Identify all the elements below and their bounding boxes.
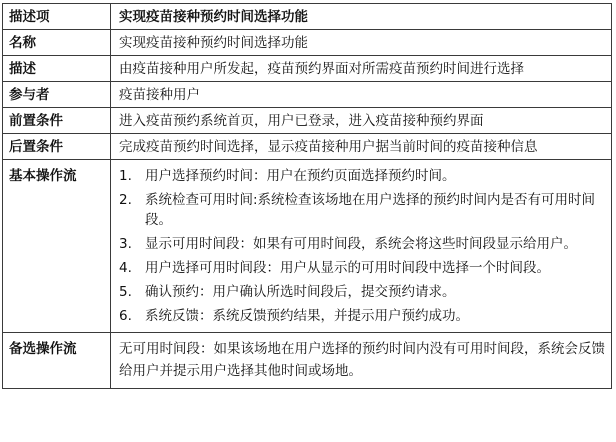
step-text: 用户选择可用时间段：用户从显示的可用时间段中选择一个时间段。 — [145, 260, 550, 276]
table-row-postcondition — [3, 134, 612, 160]
step-text: 系统检查可用时间:系统检查该场地在用户选择的预约时间内是否有可用时间段。 — [145, 192, 596, 228]
flow-step — [119, 258, 605, 278]
table-row-description — [3, 56, 612, 82]
flow-step — [119, 190, 605, 230]
header-value: 实现疫苗接种预约时间选择功能 — [111, 4, 612, 30]
table-row-alt-flow — [3, 333, 612, 389]
step-number: 5. — [119, 284, 132, 300]
flow-step — [119, 282, 605, 302]
step-number: 3. — [119, 236, 132, 252]
table-header-row — [3, 4, 612, 30]
row-value: 完成疫苗预约时间选择，显示疫苗接种用户据当前时间的疫苗接种信息 — [111, 134, 612, 160]
row-label: 参与者 — [3, 82, 111, 108]
row-value: 由疫苗接种用户所发起，疫苗预约界面对所需疫苗预约时间进行选择 — [111, 56, 612, 82]
step-text: 显示可用时间段：如果有可用时间段，系统会将这些时间段显示给用户。 — [145, 236, 577, 252]
step-number: 4. — [119, 260, 132, 276]
step-text: 确认预约：用户确认所选时间段后，提交预约请求。 — [145, 284, 456, 300]
row-label: 名称 — [3, 30, 111, 56]
basic-flow-steps — [111, 160, 612, 333]
step-text: 用户选择预约时间：用户在预约页面选择预约时间。 — [145, 168, 456, 184]
row-value: 疫苗接种用户 — [111, 82, 612, 108]
row-label: 备选操作流 — [3, 333, 111, 389]
row-label: 后置条件 — [3, 134, 111, 160]
row-label: 描述 — [3, 56, 111, 82]
row-label: 前置条件 — [3, 108, 111, 134]
table-row-basic-flow — [3, 160, 612, 333]
step-number: 1. — [119, 168, 132, 184]
table-row-name — [3, 30, 612, 56]
row-value: 无可用时间段：如果该场地在用户选择的预约时间内没有可用时间段，系统会反馈给用户并提示用户选择其他时间或场地。 — [111, 333, 612, 389]
flow-step — [119, 306, 605, 326]
flow-step — [119, 166, 605, 186]
step-text: 系统反馈：系统反馈预约结果，并提示用户预约成功。 — [145, 308, 469, 324]
flow-step — [119, 234, 605, 254]
row-label: 基本操作流 — [3, 160, 111, 333]
header-label: 描述项 — [3, 4, 111, 30]
row-value: 进入疫苗预约系统首页，用户已登录，进入疫苗接种预约界面 — [111, 108, 612, 134]
step-number: 6. — [119, 308, 132, 324]
row-value: 实现疫苗接种预约时间选择功能 — [111, 30, 612, 56]
table-row-precondition — [3, 108, 612, 134]
table-row-actor — [3, 82, 612, 108]
step-number: 2. — [119, 192, 132, 208]
use-case-table — [2, 3, 612, 389]
